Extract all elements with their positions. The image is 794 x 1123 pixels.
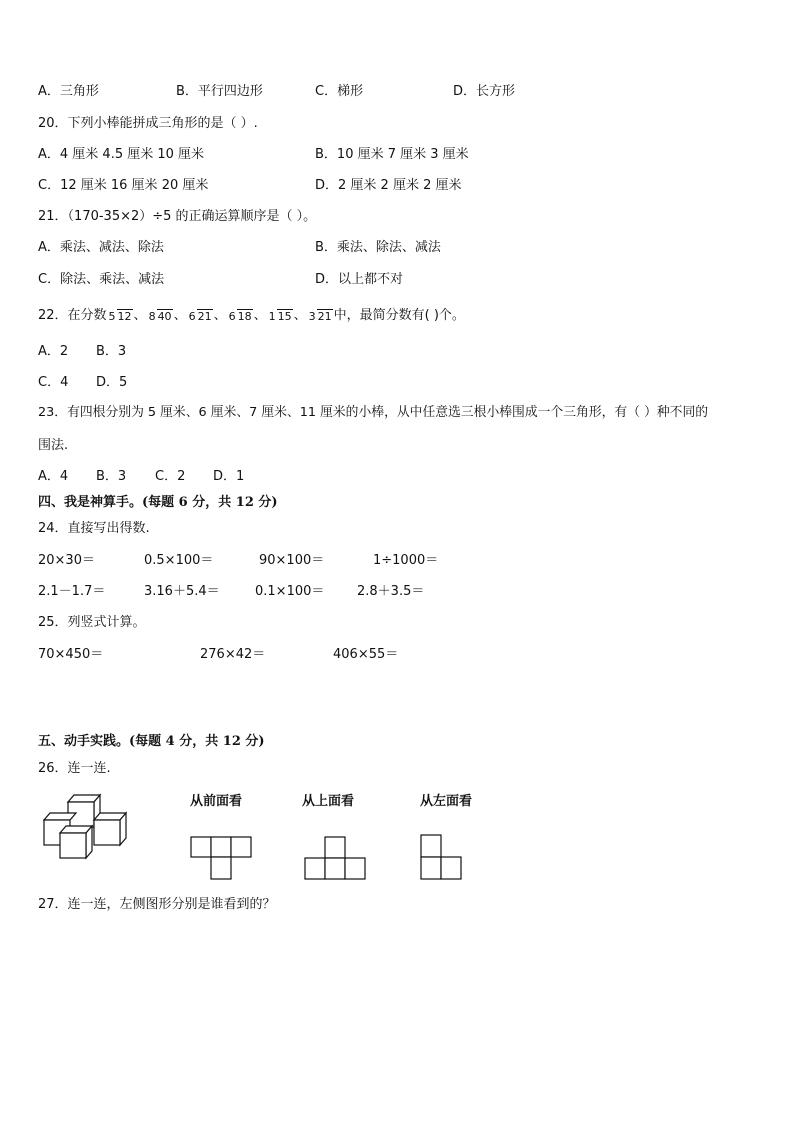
- section4-title: 四、我是神算手。(每题 6 分，共 12 分): [38, 495, 278, 510]
- fraction-denominator: 40: [157, 309, 172, 323]
- fraction-denominator: 12: [117, 309, 132, 323]
- q21-option-b: B．乘法、除法、减法: [315, 240, 441, 255]
- q24-item: 3.16＋5.4＝: [144, 584, 220, 599]
- q24-item: 0.5×100＝: [144, 553, 214, 568]
- fraction-denominator: 21: [197, 309, 212, 323]
- separator: 、: [253, 307, 267, 323]
- view-label-front: 从前面看: [190, 794, 243, 809]
- q20-option-b: B．10 厘米 7 厘米 3 厘米: [315, 147, 469, 162]
- separator: 、: [213, 307, 227, 323]
- q21-option-a: A．乘法、减法、除法: [38, 240, 164, 255]
- q22-suffix: 中，最简分数有( )个。: [333, 307, 465, 323]
- q20-option-d: D．2 厘米 2 厘米 2 厘米: [315, 178, 462, 193]
- q25-item: 70×450＝: [38, 647, 104, 662]
- q22-stem: [38, 300, 465, 330]
- q22-option-b: B．3: [96, 344, 127, 359]
- q22-option-d: D．5: [96, 375, 128, 390]
- q25-item: 406×55＝: [333, 647, 399, 662]
- q21-option-c: C．除法、乘法、减法: [38, 272, 165, 287]
- q26-stem: 26．连一连.: [38, 761, 111, 776]
- top-view-shape: [304, 836, 368, 882]
- q20-stem: 20．下列小棒能拼成三角形的是（ ）.: [38, 116, 258, 131]
- cube-stack-figure: [40, 790, 136, 862]
- q22-option-c: C．4: [38, 375, 69, 390]
- q19-option-d: D．长方形: [453, 84, 516, 99]
- fraction-denominator: 21: [317, 309, 332, 323]
- q22-option-a: A．2: [38, 344, 69, 359]
- view-label-top: 从上面看: [302, 794, 355, 809]
- q25-item: 276×42＝: [200, 647, 266, 662]
- q23-option-a: A．4: [38, 469, 69, 484]
- q23-option-b: B．3: [96, 469, 127, 484]
- q24-stem: 24．直接写出得数.: [38, 521, 150, 536]
- q23-option-c: C．2: [155, 469, 186, 484]
- q23-stem-line2: 围法.: [38, 438, 69, 453]
- q24-item: 90×100＝: [259, 553, 325, 568]
- left-view-shape: [420, 834, 466, 882]
- fraction-numerator: 6: [228, 309, 236, 323]
- q21-stem: 21．（170-35×2）÷5 的正确运算顺序是（ ）。: [38, 209, 317, 224]
- fraction: [188, 309, 213, 322]
- front-view-shape: [190, 836, 254, 882]
- q24-item: 20×30＝: [38, 553, 95, 568]
- q19-option-a: A．三角形: [38, 84, 99, 99]
- q19-option-b: B．平行四边形: [176, 84, 263, 99]
- fraction: [148, 309, 173, 322]
- q27-stem: 27．连一连，左侧图形分别是谁看到的？: [38, 897, 276, 912]
- q22-prefix: 22．在分数: [38, 307, 107, 323]
- fraction-numerator: 1: [268, 309, 276, 323]
- q25-stem: 25．列竖式计算。: [38, 615, 146, 630]
- fraction: [268, 309, 293, 322]
- q24-item: 2.8＋3.5＝: [357, 584, 425, 599]
- fraction-numerator: 6: [188, 309, 196, 323]
- q20-option-a: A．4 厘米 4.5 厘米 10 厘米: [38, 147, 205, 162]
- fraction-numerator: 5: [108, 309, 116, 323]
- fraction-denominator: 18: [237, 309, 252, 323]
- fraction: [308, 309, 333, 322]
- q19-option-c: C．梯形: [315, 84, 364, 99]
- q24-item: 1÷1000＝: [373, 553, 439, 568]
- fraction-denominator: 15: [277, 309, 292, 323]
- view-label-left: 从左面看: [420, 794, 473, 809]
- fraction-numerator: 8: [148, 309, 156, 323]
- section5-title: 五、动手实践。(每题 4 分，共 12 分): [38, 734, 265, 749]
- q20-option-c: C．12 厘米 16 厘米 20 厘米: [38, 178, 209, 193]
- fraction: [108, 309, 133, 322]
- q23-option-d: D．1: [213, 469, 245, 484]
- separator: 、: [133, 307, 147, 323]
- q21-option-d: D．以上都不对: [315, 272, 404, 287]
- q23-stem-line1: 23．有四根分别为 5 厘米、6 厘米、7 厘米、11 厘米的小棒，从中任意选三根小棒围成一个三角形，有（ ）种不同的: [38, 405, 709, 420]
- separator: 、: [293, 307, 307, 323]
- fraction-numerator: 3: [308, 309, 316, 323]
- q24-item: 0.1×100＝: [255, 584, 325, 599]
- separator: 、: [173, 307, 187, 323]
- fraction: [228, 309, 253, 322]
- q24-item: 2.1－1.7＝: [38, 584, 106, 599]
